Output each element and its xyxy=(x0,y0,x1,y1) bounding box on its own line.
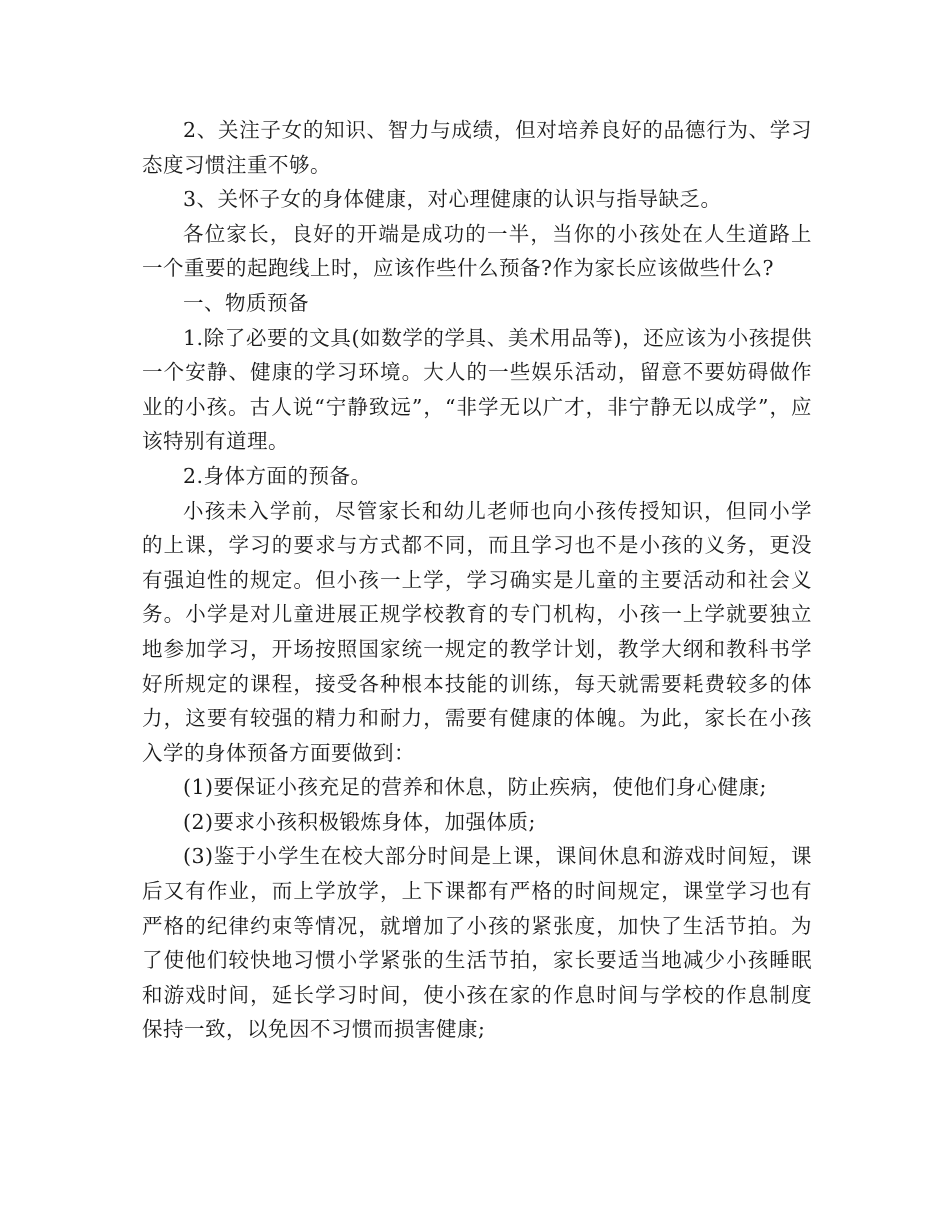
document-page xyxy=(142,113,812,1047)
paragraph-school-requirements: 小孩未入学前，尽管家长和幼儿老师也向小孩传授知识，但同小学的上课，学习的要求与方式都不同，而且学习也不是小孩的义务，更没有强迫性的规定。但小孩一上学，学习确实是儿童的主要活动和社会义务。小学是对儿童进展正规学校教育的专门机构，小孩一上学就要独立地参加学习，开场按照国家统一规定的教学计划，教学大纲和教科书学好所规定的课程，接受各种根本技能的训练，每天就需要耗费较多的体力，这要有较强的精力和耐力，需要有健康的体魄。为此，家长在小孩入学的身体预备方面要做到： xyxy=(142,498,812,765)
list-item-nutrition-rest: (1)要保证小孩充足的营养和休息，防止疾病，使他们身心健康; xyxy=(183,775,767,800)
paragraph-address-parents: 各位家长，良好的开端是成功的一半，当你的小孩处在人生道路上一个重要的起跑线上时，应该作些什么预备?作为家长应该做些什么? xyxy=(142,221,812,281)
section-heading-material-preparation: 一、物质预备 xyxy=(183,290,309,315)
subheading-physical-preparation: 2.身体方面的预备。 xyxy=(183,463,372,488)
list-item-schedule: (3)鉴于小学生在校大部分时间是上课，课间休息和游戏时间短，课后又有作业，而上学放学，上下课都有严格的时间规定，课堂学习也有严格的纪律约束等情况，就增加了小孩的紧张度，加快了生活节拍。为了使他们较快地习惯小学紧张的生活节拍，家长要适当地减少小孩睡眠和游戏时间，延长学习时间，使小孩在家的作息时间与学校的作息制度保持一致，以免因不习惯而损害健康; xyxy=(142,844,812,1042)
list-item-exercise: (2)要求小孩积极锻炼身体，加强体质; xyxy=(183,809,536,834)
paragraph-concern-knowledge: 2、关注子女的知识、智力与成绩，但对培养良好的品德行为、学习态度习惯注重不够。 xyxy=(142,118,812,177)
paragraph-learning-environment: 1.除了必要的文具(如数学的学具、美术用品等)，还应该为小孩提供一个安静、健康的学习环境。大人的一些娱乐活动，留意不要妨碍做作业的小孩。古人说“宁静致远”，“非学无以广才，非宁静无以成学”，应该特别有道理。 xyxy=(142,325,812,454)
paragraph-concern-health: 3、关怀子女的身体健康，对心理健康的认识与指导缺乏。 xyxy=(183,187,722,212)
